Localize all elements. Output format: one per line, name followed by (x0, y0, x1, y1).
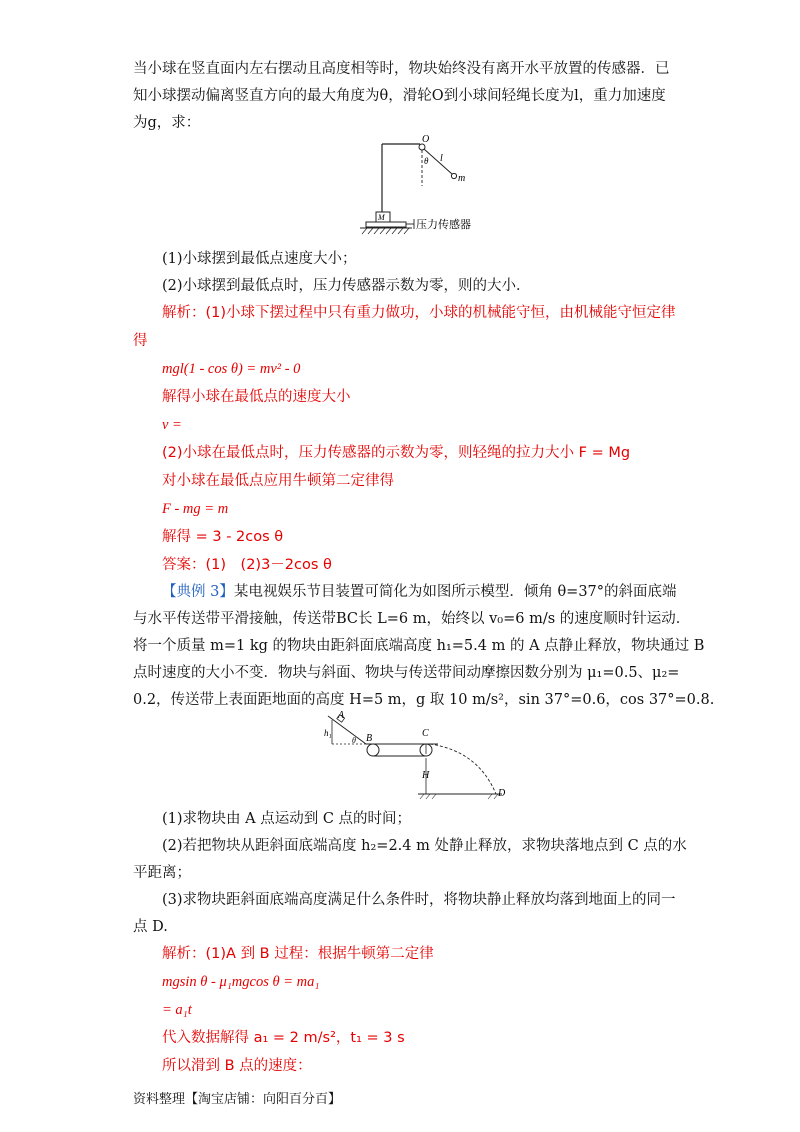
solution-line-8: F - mg = m (162, 501, 229, 517)
solution-line-9: 解得 = 3 - 2cos θ (162, 529, 284, 545)
answer-line: 答案：(1) (2)3－2cos θ (162, 557, 332, 573)
intro-line-3: 为g，求： (133, 115, 201, 131)
solution-line-3: mgl(1 - cos θ) = mv² - 0 (162, 361, 301, 377)
solution-3-line-4: 代入数据解得 a₁ = 2 m/s²，t₁ = 3 s (162, 1030, 405, 1046)
example-3-line-5: 0.2，传送带上表面距地面的高度 H=5 m，g 取 10 m/s²，sin 37°=0.6，cos 37°=0.8. (133, 692, 715, 708)
label-M: M (378, 213, 385, 222)
example-3-question-3a: (3)求物块距斜面底端高度满足什么条件时，将物块静止释放均落到地面上的同一 (162, 892, 676, 908)
example-3-line-3: 将一个质量 m=1 kg 的物块由距斜面底端高度 h₁=5.4 m 的 A 点静止释放，物块通过 B (133, 638, 705, 654)
example-3-question-2b: 平距离； (133, 865, 191, 881)
example-3-question-2a: (2)若把物块从距斜面底端高度 h₂=2.4 m 处静止释放，求物块落地点到 C 点的水 (162, 838, 687, 854)
label-O: O (422, 134, 430, 145)
solution-line-5: v = (162, 417, 182, 433)
label-D: D (498, 788, 506, 799)
solution-line-7: 对小球在最低点应用牛顿第二定律得 (162, 473, 394, 489)
solution-line-2: 得 (133, 333, 148, 349)
label-A: A (338, 710, 345, 721)
label-h1: h₁ (324, 728, 332, 738)
label-theta: θ (424, 156, 429, 166)
example-3-line-1: 【典例 3】某电视娱乐节目装置可简化为如图所示模型．倾角 θ=37°的斜面底端 (162, 584, 677, 600)
example-3-question-1: (1)求物块由 A 点运动到 C 点的时间； (162, 811, 412, 827)
example-3-line-2: 与水平传送带平滑接触，传送带BC长 L=6 m，始终以 v₀=6 m/s 的速度顺时针运动． (133, 611, 691, 627)
solution-line-4: 解得小球在最低点的速度大小 (162, 389, 351, 405)
solution-line-1: 解析：(1)小球下摆过程中只有重力做功，小球的机械能守恒，由机械能守恒定律 (162, 305, 676, 321)
solution-3-line-3: = a₁t (162, 1002, 192, 1018)
page-footer: 资料整理【淘宝店铺：向阳百分百】 (133, 1092, 342, 1107)
label-C: C (422, 728, 429, 739)
solution-3-line-1: 解析：(1)A 到 B 过程：根据牛顿第二定律 (162, 946, 434, 962)
solution-line-6: (2)小球在最低点时，压力传感器的示数为零，则轻绳的拉力大小 F = Mg (162, 445, 631, 461)
solution-3-line-2: mgsin θ - μ₁mgcos θ = ma₁ (162, 974, 320, 990)
label-H: H (422, 770, 430, 781)
question-1: (1)小球摆到最低点速度大小； (162, 251, 357, 267)
label-m: m (458, 173, 466, 184)
label-sensor: 压力传感器 (416, 218, 471, 231)
example-tag: 【典例 3】 (162, 584, 234, 600)
pendulum-sensor-figure (358, 134, 508, 242)
intro-line-1: 当小球在竖直面内左右摆动且高度相等时，物块始终没有离开水平放置的传感器．已 (133, 61, 670, 77)
intro-line-2: 知小球摆动偏离竖直方向的最大角度为θ，滑轮O到小球间轻绳长度为l，重力加速度 (133, 88, 666, 104)
example-3-question-3b: 点 D. (133, 919, 168, 935)
label-B: B (366, 733, 373, 744)
label-l: l (440, 153, 443, 164)
solution-3-line-5: 所以滑到 B 点的速度： (162, 1058, 312, 1074)
example-3-line-4: 点时速度的大小不变．物块与斜面、物块与传送带间动摩擦因数分别为 μ₁=0.5、μ₂= (133, 665, 680, 681)
incline-conveyor-figure (318, 706, 518, 806)
question-2: (2)小球摆到最低点时，压力传感器示数为零，则的大小． (162, 278, 531, 294)
label-theta-2: θ (352, 736, 356, 745)
